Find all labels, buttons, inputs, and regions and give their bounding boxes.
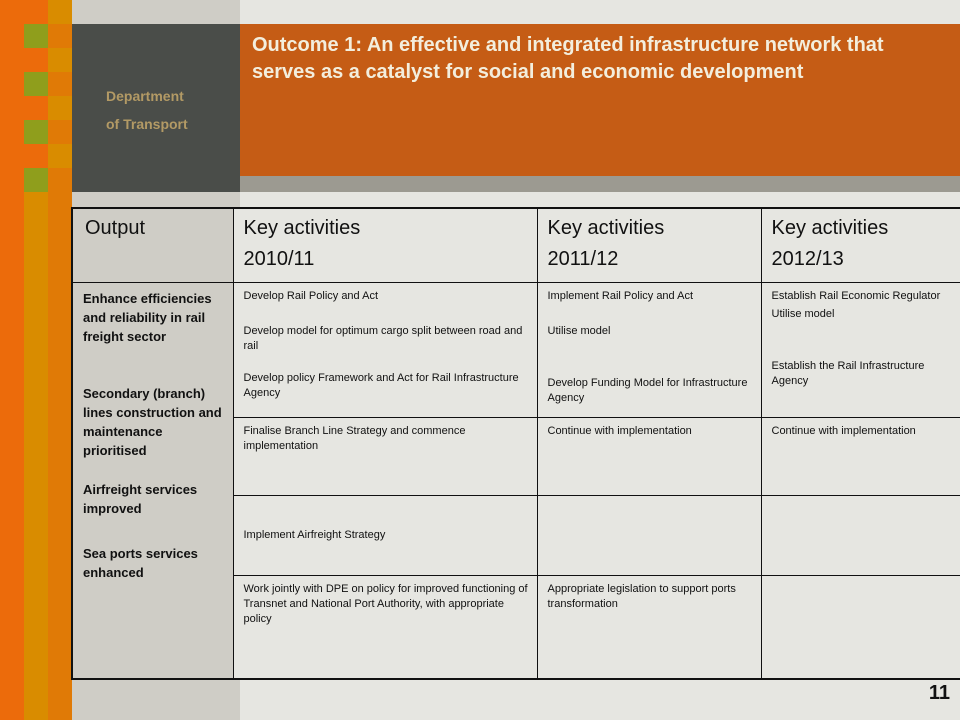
decor-square [48, 48, 72, 72]
outputs-cell [72, 282, 233, 679]
divider-bar [240, 176, 960, 192]
header-2010-11: Key activities 2010/11 [233, 208, 537, 282]
decor-square [24, 48, 48, 72]
output-item: Secondary (branch) lines construction and maintenance prioritised [83, 385, 222, 458]
activities-table [71, 207, 960, 680]
activity-cell [537, 495, 761, 575]
decor-square [24, 0, 48, 24]
activity-cell: Continue with implementation [537, 417, 761, 495]
decor-square [48, 96, 72, 120]
brand-line-2: of Transport [106, 116, 188, 132]
header-2012-13: Key activities 2012/13 [761, 208, 960, 282]
activity-cell: Appropriate legislation to support ports transformation [537, 575, 761, 679]
activity-cell [761, 495, 960, 575]
activity-cell: Develop Rail Policy and Act Develop model for optimum cargo split between road and rail Develop policy Framework and Act for Rail Infrastructure Agency [233, 282, 537, 417]
page-number: 11 [928, 682, 950, 704]
decor-square [24, 24, 48, 48]
slide-title: Outcome 1: An effective and integrated infrastructure network that serves as a catalyst for social and economic development [252, 34, 884, 83]
activity-cell: Implement Rail Policy and Act Utilise model Develop Funding Model for Infrastructure Agency [537, 282, 761, 417]
decor-square [24, 120, 48, 144]
decor-square [48, 0, 72, 24]
decor-square [48, 144, 72, 168]
brand-line-1: Department [106, 88, 184, 104]
activity-cell: Finalise Branch Line Strategy and commence implementation [233, 417, 537, 495]
decor-square [24, 144, 48, 168]
table-row [72, 282, 960, 417]
output-item: Enhance efficiencies and reliability in rail freight sector [83, 290, 212, 344]
activity-cell [761, 575, 960, 679]
decor-square [24, 96, 48, 120]
activity-cell: Continue with implementation [761, 417, 960, 495]
table-header-row [72, 208, 960, 282]
header-output: Output [72, 208, 233, 282]
decor-square [24, 72, 48, 96]
activity-cell: Establish Rail Economic Regulator Utilise model Establish the Rail Infrastructure Agency [761, 282, 960, 417]
activity-cell: Work jointly with DPE on policy for improved functioning of Transnet and National Port Authority, with appropriate policy [233, 575, 537, 679]
decor-stripe-left [0, 0, 24, 720]
department-brand [106, 82, 236, 138]
header-2011-12: Key activities 2011/12 [537, 208, 761, 282]
decor-square [24, 168, 48, 192]
output-item: Sea ports services enhanced [83, 545, 198, 580]
activity-cell: Implement Airfreight Strategy [233, 495, 537, 575]
output-item: Airfreight services improved [83, 481, 198, 516]
